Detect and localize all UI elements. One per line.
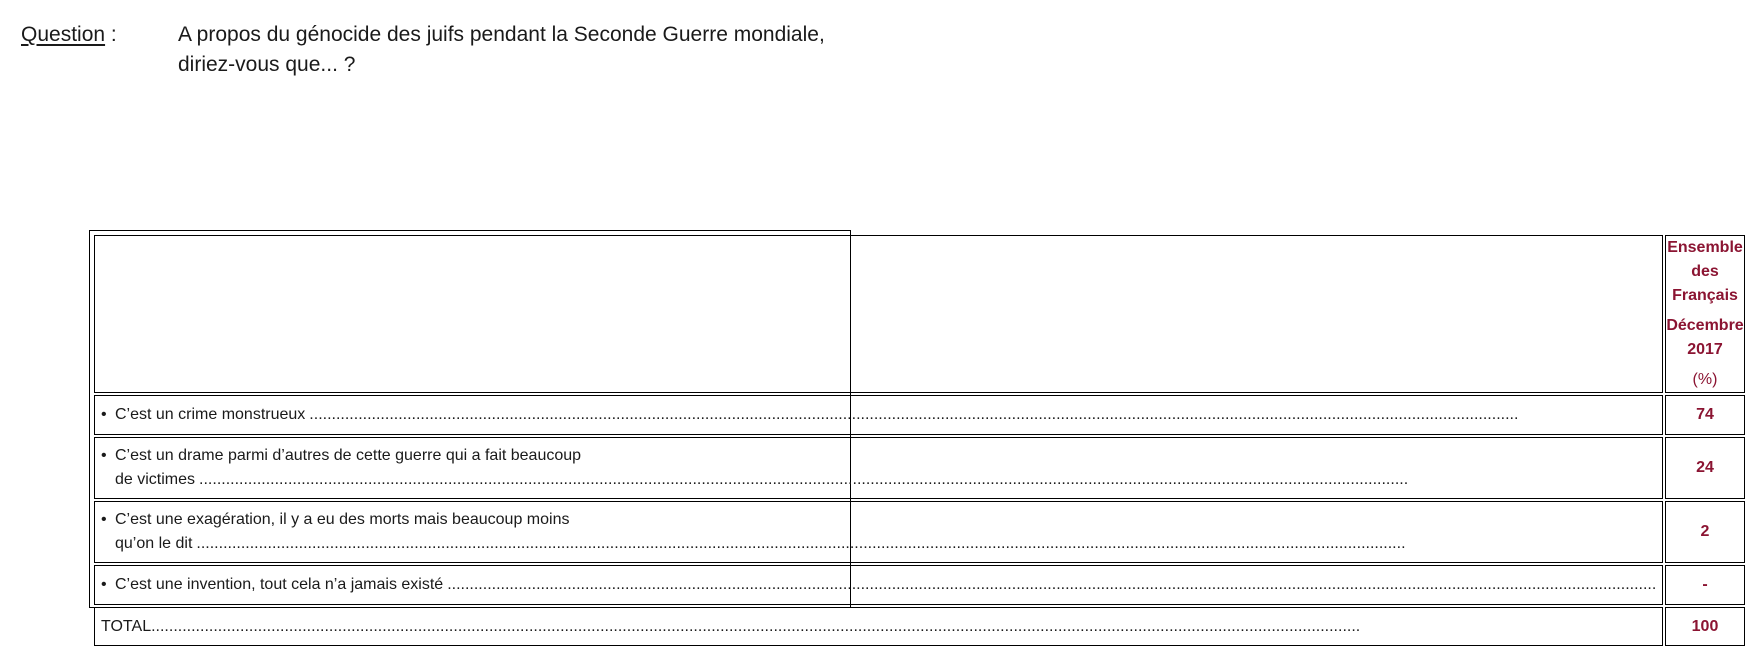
row-value: 2	[1665, 501, 1744, 563]
question-line-2: diriez-vous que... ?	[178, 53, 356, 76]
dot-leader	[447, 573, 1656, 597]
question-line-1: A propos du génocide des juifs pendant la Seconde Guerre mondiale,	[178, 23, 825, 46]
total-label: TOTAL	[101, 617, 152, 635]
results-table-grid	[92, 233, 1747, 648]
row-label-cell	[94, 395, 1663, 435]
results-table	[89, 230, 1744, 635]
total-row	[94, 607, 1745, 646]
header-empty-cell	[94, 235, 1663, 393]
question-separator: :	[110, 23, 117, 46]
header-unit: (%)	[1692, 371, 1718, 388]
dot-leader	[309, 403, 1656, 427]
row-label-cell	[94, 501, 1663, 563]
question-label	[21, 20, 117, 50]
question-word: Question	[21, 23, 106, 46]
header-line-1: Ensemble des	[1667, 239, 1743, 280]
dot-leader	[199, 468, 1656, 492]
row-label: C’est un drame parmi d’autres de cette guerre qui a fait beaucoup	[115, 447, 582, 464]
row-value: 24	[1665, 437, 1744, 499]
row-label: C’est une exagération, il y a eu des morts mais beaucoup moins	[115, 511, 570, 528]
table-row	[94, 437, 1745, 499]
table-row	[94, 501, 1745, 563]
dot-leader	[196, 532, 1656, 556]
row-label: C’est une invention, tout cela n’a jamais existé	[115, 576, 444, 593]
bullet: •	[101, 576, 107, 593]
row-label-cell	[94, 565, 1663, 605]
row-value: 74	[1665, 395, 1744, 435]
row-label-continued: qu’on le dit	[115, 535, 193, 552]
header-date: Décembre 2017	[1666, 317, 1744, 358]
header-line-2: Français	[1672, 287, 1738, 304]
table-header-row	[94, 235, 1745, 393]
row-label-continued: de victimes	[115, 471, 196, 488]
total-label-cell	[94, 607, 1663, 646]
dot-leader	[151, 618, 1656, 636]
table-row	[94, 395, 1745, 435]
bullet: •	[101, 447, 107, 464]
bullet: •	[101, 406, 107, 423]
bullet: •	[101, 511, 107, 528]
row-value: -	[1665, 565, 1744, 605]
header-cell	[1665, 235, 1744, 393]
total-value: 100	[1665, 607, 1744, 646]
table-row	[94, 565, 1745, 605]
row-label: C’est un crime monstrueux	[115, 406, 306, 423]
question-text	[178, 20, 938, 80]
row-label-cell	[94, 437, 1663, 499]
